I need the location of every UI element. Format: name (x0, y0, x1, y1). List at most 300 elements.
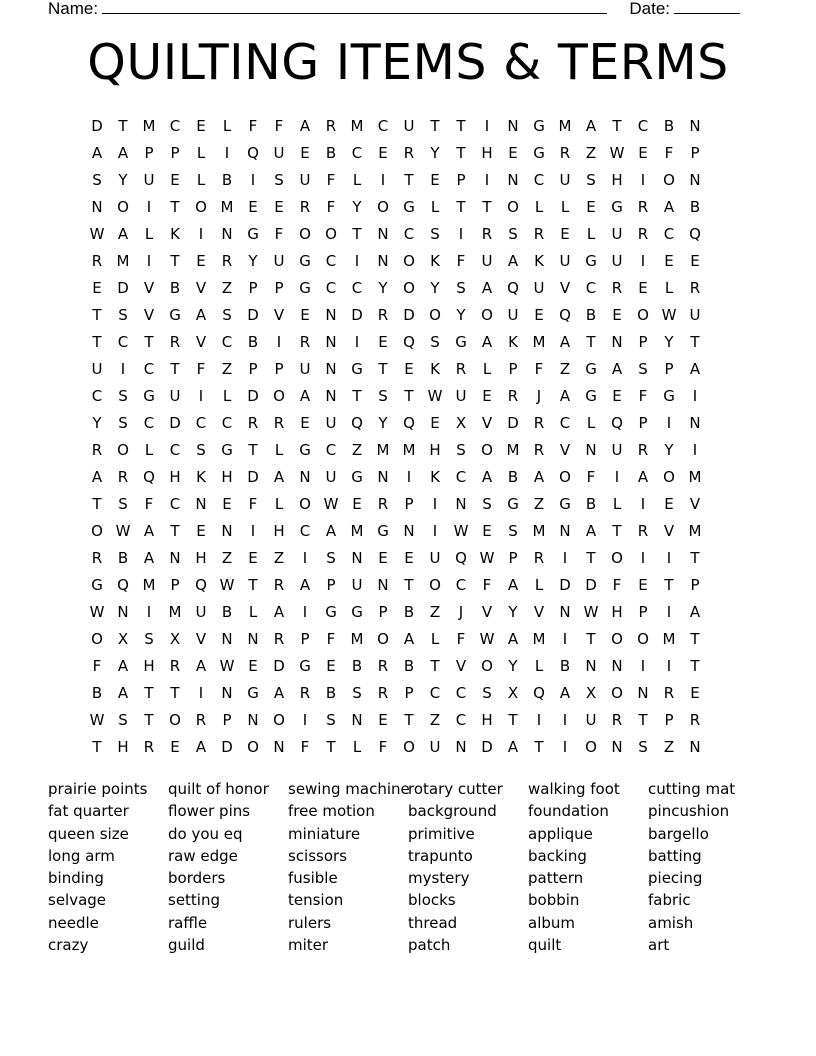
grid-letter[interactable]: T (482, 198, 492, 216)
grid-letter[interactable]: B (689, 198, 701, 216)
grid-letter[interactable]: C (637, 117, 649, 135)
grid-letter[interactable]: K (430, 468, 440, 486)
grid-letter[interactable]: O (377, 630, 389, 648)
grid-letter[interactable]: C (169, 117, 181, 135)
grid-letter[interactable]: I (198, 684, 204, 702)
grid-letter[interactable]: Y (430, 279, 440, 297)
grid-letter[interactable]: I (406, 468, 412, 486)
grid-letter[interactable]: T (690, 333, 700, 351)
grid-letter[interactable]: S (118, 414, 128, 432)
grid-letter[interactable]: C (455, 684, 467, 702)
grid-letter[interactable]: N (195, 495, 207, 513)
grid-letter[interactable]: I (666, 603, 672, 621)
grid-letter[interactable]: Y (248, 252, 258, 270)
grid-letter[interactable]: B (559, 657, 571, 675)
grid-letter[interactable]: Q (689, 225, 701, 243)
grid-letter[interactable]: A (507, 630, 519, 648)
grid-letter[interactable]: D (559, 576, 571, 594)
grid-letter[interactable]: G (351, 360, 363, 378)
grid-letter[interactable]: M (350, 630, 364, 648)
grid-letter[interactable]: P (300, 630, 310, 648)
grid-letter[interactable]: E (638, 576, 648, 594)
grid-letter[interactable]: C (325, 441, 337, 459)
grid-letter[interactable]: Y (118, 171, 128, 189)
grid-letter[interactable]: M (116, 252, 130, 270)
grid-letter[interactable]: Z (559, 360, 571, 378)
grid-letter[interactable]: G (91, 576, 103, 594)
grid-letter[interactable]: Q (247, 144, 259, 162)
grid-letter[interactable]: E (612, 387, 622, 405)
grid-letter[interactable]: A (273, 684, 285, 702)
grid-letter[interactable]: A (585, 117, 597, 135)
grid-letter[interactable]: W (479, 630, 495, 648)
grid-letter[interactable]: E (638, 144, 648, 162)
grid-letter[interactable]: C (533, 171, 545, 189)
grid-letter[interactable]: T (144, 333, 154, 351)
date-blank-line[interactable] (674, 0, 740, 14)
grid-letter[interactable]: A (299, 576, 311, 594)
grid-letter[interactable]: N (689, 171, 701, 189)
grid-letter[interactable]: E (482, 387, 492, 405)
grid-letter[interactable]: T (248, 441, 258, 459)
grid-letter[interactable]: F (612, 576, 622, 594)
grid-letter[interactable]: E (326, 657, 336, 675)
grid-letter[interactable]: S (118, 306, 128, 324)
grid-letter[interactable]: O (403, 279, 415, 297)
grid-letter[interactable]: O (481, 441, 493, 459)
grid-letter[interactable]: T (690, 657, 700, 675)
grid-letter[interactable]: M (220, 198, 234, 216)
grid-letter[interactable]: O (403, 738, 415, 756)
grid-letter[interactable]: D (403, 306, 415, 324)
grid-letter[interactable]: C (429, 684, 441, 702)
grid-letter[interactable]: U (299, 360, 311, 378)
grid-letter[interactable]: L (274, 495, 284, 513)
grid-letter[interactable]: E (482, 522, 492, 540)
grid-letter[interactable]: Q (507, 279, 519, 297)
grid-letter[interactable]: L (222, 387, 232, 405)
grid-letter[interactable]: X (169, 630, 181, 648)
grid-letter[interactable]: C (351, 279, 363, 297)
grid-letter[interactable]: A (507, 738, 519, 756)
grid-letter[interactable]: H (481, 144, 493, 162)
grid-letter[interactable]: A (481, 333, 493, 351)
grid-letter[interactable]: N (221, 630, 233, 648)
grid-letter[interactable]: Z (273, 549, 285, 567)
grid-letter[interactable]: A (507, 576, 519, 594)
grid-letter[interactable]: L (664, 279, 674, 297)
grid-letter[interactable]: R (481, 225, 493, 243)
grid-letter[interactable]: Z (221, 279, 233, 297)
grid-letter[interactable]: U (325, 414, 337, 432)
grid-letter[interactable]: R (533, 441, 545, 459)
grid-letter[interactable]: I (302, 549, 308, 567)
grid-letter[interactable]: J (458, 603, 464, 621)
grid-letter[interactable]: G (299, 657, 311, 675)
grid-letter[interactable]: A (91, 144, 103, 162)
grid-letter[interactable]: V (689, 495, 701, 513)
grid-letter[interactable]: R (533, 225, 545, 243)
grid-letter[interactable]: A (299, 117, 311, 135)
grid-letter[interactable]: P (456, 171, 466, 189)
grid-letter[interactable]: V (559, 441, 571, 459)
grid-letter[interactable]: C (403, 225, 415, 243)
grid-letter[interactable]: L (534, 198, 544, 216)
grid-letter[interactable]: I (198, 225, 204, 243)
grid-letter[interactable]: Z (429, 711, 441, 729)
grid-letter[interactable]: E (352, 495, 362, 513)
grid-letter[interactable]: Q (351, 414, 363, 432)
grid-letter[interactable]: G (247, 225, 259, 243)
grid-letter[interactable]: P (274, 279, 284, 297)
grid-letter[interactable]: O (611, 684, 623, 702)
grid-letter[interactable]: V (143, 279, 155, 297)
grid-letter[interactable]: V (663, 522, 675, 540)
grid-letter[interactable]: O (195, 198, 207, 216)
grid-letter[interactable]: T (248, 576, 258, 594)
grid-letter[interactable]: N (455, 495, 467, 513)
grid-letter[interactable]: H (195, 549, 207, 567)
grid-letter[interactable]: O (559, 468, 571, 486)
grid-letter[interactable]: O (481, 306, 493, 324)
grid-letter[interactable]: B (585, 306, 597, 324)
grid-letter[interactable]: O (611, 549, 623, 567)
grid-letter[interactable]: M (402, 441, 416, 459)
grid-letter[interactable]: I (354, 333, 360, 351)
grid-letter[interactable]: M (142, 576, 156, 594)
grid-letter[interactable]: R (325, 117, 337, 135)
grid-letter[interactable]: T (144, 684, 154, 702)
grid-letter[interactable]: C (351, 144, 363, 162)
grid-letter[interactable]: E (430, 414, 440, 432)
grid-letter[interactable]: A (195, 738, 207, 756)
grid-letter[interactable]: R (637, 225, 649, 243)
grid-letter[interactable]: P (690, 144, 700, 162)
grid-letter[interactable]: F (326, 171, 336, 189)
grid-letter[interactable]: G (299, 252, 311, 270)
grid-letter[interactable]: S (508, 225, 518, 243)
grid-letter[interactable]: I (120, 360, 126, 378)
grid-letter[interactable]: L (196, 171, 206, 189)
grid-letter[interactable]: T (690, 549, 700, 567)
grid-letter[interactable]: N (273, 738, 285, 756)
grid-letter[interactable]: N (325, 306, 337, 324)
grid-letter[interactable]: O (663, 468, 675, 486)
grid-letter[interactable]: V (143, 306, 155, 324)
grid-letter[interactable]: P (664, 360, 674, 378)
grid-letter[interactable]: K (430, 360, 440, 378)
grid-letter[interactable]: L (586, 414, 596, 432)
grid-letter[interactable]: G (299, 279, 311, 297)
grid-letter[interactable]: S (456, 279, 466, 297)
grid-letter[interactable]: G (507, 495, 519, 513)
grid-letter[interactable]: E (664, 495, 674, 513)
grid-letter[interactable]: N (117, 603, 129, 621)
grid-letter[interactable]: L (248, 603, 258, 621)
grid-letter[interactable]: R (169, 333, 181, 351)
grid-letter[interactable]: L (196, 144, 206, 162)
grid-letter[interactable]: T (612, 117, 622, 135)
grid-letter[interactable]: N (689, 117, 701, 135)
grid-letter[interactable]: O (325, 225, 337, 243)
grid-letter[interactable]: T (586, 333, 596, 351)
grid-letter[interactable]: I (302, 711, 308, 729)
grid-letter[interactable]: R (533, 549, 545, 567)
grid-letter[interactable]: S (118, 711, 128, 729)
grid-letter[interactable]: P (144, 144, 154, 162)
grid-letter[interactable]: I (250, 522, 256, 540)
grid-letter[interactable]: I (276, 333, 282, 351)
grid-letter[interactable]: M (532, 333, 546, 351)
grid-letter[interactable]: R (91, 441, 103, 459)
grid-letter[interactable]: F (300, 738, 310, 756)
grid-letter[interactable]: X (117, 630, 129, 648)
grid-letter[interactable]: Y (92, 414, 102, 432)
grid-letter[interactable]: V (533, 603, 545, 621)
grid-letter[interactable]: I (484, 117, 490, 135)
grid-letter[interactable]: I (666, 414, 672, 432)
grid-letter[interactable]: T (404, 576, 414, 594)
grid-letter[interactable]: O (169, 711, 181, 729)
grid-letter[interactable]: B (221, 603, 233, 621)
grid-letter[interactable]: O (403, 252, 415, 270)
grid-letter[interactable]: C (455, 576, 467, 594)
grid-letter[interactable]: S (430, 333, 440, 351)
grid-letter[interactable]: N (611, 333, 623, 351)
grid-letter[interactable]: R (689, 279, 701, 297)
grid-letter[interactable]: Y (456, 306, 466, 324)
grid-letter[interactable]: O (481, 657, 493, 675)
grid-letter[interactable]: X (507, 684, 519, 702)
grid-letter[interactable]: E (170, 171, 180, 189)
grid-letter[interactable]: Y (664, 333, 674, 351)
grid-letter[interactable]: V (481, 414, 493, 432)
grid-letter[interactable]: N (351, 711, 363, 729)
grid-letter[interactable]: Q (455, 549, 467, 567)
grid-letter[interactable]: E (300, 144, 310, 162)
grid-letter[interactable]: T (118, 117, 128, 135)
grid-letter[interactable]: A (689, 603, 701, 621)
grid-letter[interactable]: S (222, 306, 232, 324)
grid-letter[interactable]: F (248, 495, 258, 513)
grid-letter[interactable]: Z (221, 549, 233, 567)
grid-letter[interactable]: F (248, 117, 258, 135)
grid-letter[interactable]: X (455, 414, 467, 432)
grid-letter[interactable]: V (273, 306, 285, 324)
grid-letter[interactable]: L (534, 657, 544, 675)
grid-letter[interactable]: E (638, 279, 648, 297)
grid-letter[interactable]: R (221, 252, 233, 270)
grid-letter[interactable]: A (559, 387, 571, 405)
grid-letter[interactable]: N (611, 657, 623, 675)
grid-letter[interactable]: E (508, 144, 518, 162)
grid-letter[interactable]: C (195, 414, 207, 432)
grid-letter[interactable]: B (325, 144, 337, 162)
grid-letter[interactable]: U (299, 171, 311, 189)
grid-letter[interactable]: I (250, 171, 256, 189)
grid-letter[interactable]: W (89, 711, 105, 729)
grid-letter[interactable]: I (432, 495, 438, 513)
grid-letter[interactable]: I (640, 495, 646, 513)
grid-letter[interactable]: R (455, 360, 467, 378)
grid-letter[interactable]: I (146, 603, 152, 621)
grid-letter[interactable]: P (404, 495, 414, 513)
grid-letter[interactable]: T (92, 738, 102, 756)
grid-letter[interactable]: F (274, 225, 284, 243)
grid-letter[interactable]: S (508, 522, 518, 540)
grid-letter[interactable]: K (508, 333, 518, 351)
grid-letter[interactable]: L (482, 360, 492, 378)
grid-letter[interactable]: U (533, 279, 545, 297)
grid-letter[interactable]: T (92, 306, 102, 324)
grid-letter[interactable]: B (221, 171, 233, 189)
grid-letter[interactable]: E (170, 738, 180, 756)
grid-letter[interactable]: Y (352, 198, 362, 216)
grid-letter[interactable]: F (638, 387, 648, 405)
grid-letter[interactable]: E (248, 549, 258, 567)
grid-letter[interactable]: A (689, 360, 701, 378)
grid-letter[interactable]: Z (429, 603, 441, 621)
grid-letter[interactable]: R (637, 441, 649, 459)
grid-letter[interactable]: P (404, 684, 414, 702)
grid-letter[interactable]: A (559, 684, 571, 702)
grid-letter[interactable]: Y (430, 144, 440, 162)
grid-letter[interactable]: M (558, 117, 572, 135)
grid-letter[interactable]: W (479, 549, 495, 567)
grid-letter[interactable]: O (585, 738, 597, 756)
grid-letter[interactable]: F (144, 495, 154, 513)
grid-letter[interactable]: E (430, 171, 440, 189)
grid-letter[interactable]: W (219, 657, 235, 675)
grid-letter[interactable]: R (273, 630, 285, 648)
grid-letter[interactable]: T (170, 522, 180, 540)
grid-letter[interactable]: O (273, 387, 285, 405)
grid-letter[interactable]: B (585, 495, 597, 513)
grid-letter[interactable]: I (562, 738, 568, 756)
grid-letter[interactable]: G (377, 522, 389, 540)
grid-letter[interactable]: E (222, 495, 232, 513)
grid-letter[interactable]: T (508, 711, 518, 729)
grid-letter[interactable]: A (481, 468, 493, 486)
grid-letter[interactable]: E (612, 306, 622, 324)
grid-letter[interactable]: F (326, 630, 336, 648)
grid-letter[interactable]: O (507, 198, 519, 216)
grid-letter[interactable]: R (663, 684, 675, 702)
grid-letter[interactable]: R (273, 576, 285, 594)
grid-letter[interactable]: A (273, 603, 285, 621)
grid-letter[interactable]: C (585, 279, 597, 297)
grid-letter[interactable]: F (92, 657, 102, 675)
grid-letter[interactable]: T (586, 549, 596, 567)
grid-letter[interactable]: O (117, 441, 129, 459)
grid-letter[interactable]: B (403, 657, 415, 675)
grid-letter[interactable]: A (299, 387, 311, 405)
grid-letter[interactable]: R (533, 414, 545, 432)
grid-letter[interactable]: G (585, 360, 597, 378)
grid-letter[interactable]: U (429, 549, 441, 567)
grid-letter[interactable]: C (91, 387, 103, 405)
grid-letter[interactable]: L (586, 225, 596, 243)
grid-letter[interactable]: N (507, 171, 519, 189)
grid-letter[interactable]: I (640, 549, 646, 567)
grid-letter[interactable]: Z (585, 144, 597, 162)
grid-letter[interactable]: D (247, 306, 259, 324)
grid-letter[interactable]: O (117, 198, 129, 216)
grid-letter[interactable]: Z (351, 441, 363, 459)
grid-letter[interactable]: G (403, 198, 415, 216)
grid-letter[interactable]: I (484, 171, 490, 189)
grid-letter[interactable]: I (562, 630, 568, 648)
grid-letter[interactable]: P (248, 360, 258, 378)
grid-letter[interactable]: P (170, 144, 180, 162)
grid-letter[interactable]: F (534, 360, 544, 378)
grid-letter[interactable]: L (144, 441, 154, 459)
grid-letter[interactable]: G (221, 441, 233, 459)
grid-letter[interactable]: V (455, 657, 467, 675)
grid-letter[interactable]: T (456, 117, 466, 135)
grid-letter[interactable]: Q (533, 684, 545, 702)
grid-letter[interactable]: G (169, 306, 181, 324)
grid-letter[interactable]: L (352, 738, 362, 756)
grid-letter[interactable]: L (222, 117, 232, 135)
grid-letter[interactable]: T (612, 522, 622, 540)
grid-letter[interactable]: O (299, 225, 311, 243)
grid-letter[interactable]: T (92, 495, 102, 513)
grid-letter[interactable]: T (92, 333, 102, 351)
grid-letter[interactable]: Y (378, 414, 388, 432)
grid-letter[interactable]: C (559, 414, 571, 432)
grid-letter[interactable]: W (89, 225, 105, 243)
grid-letter[interactable]: S (352, 684, 362, 702)
grid-letter[interactable]: L (560, 198, 570, 216)
grid-letter[interactable]: C (663, 225, 675, 243)
grid-letter[interactable]: Z (221, 360, 233, 378)
grid-letter[interactable]: E (404, 360, 414, 378)
grid-letter[interactable]: T (664, 576, 674, 594)
grid-letter[interactable]: I (380, 171, 386, 189)
grid-letter[interactable]: Q (195, 576, 207, 594)
grid-letter[interactable]: R (637, 522, 649, 540)
grid-letter[interactable]: L (430, 630, 440, 648)
grid-letter[interactable]: S (638, 738, 648, 756)
grid-letter[interactable]: X (585, 684, 597, 702)
grid-letter[interactable]: P (326, 576, 336, 594)
grid-letter[interactable]: N (221, 225, 233, 243)
grid-letter[interactable]: J (536, 387, 542, 405)
grid-letter[interactable]: P (638, 414, 648, 432)
grid-letter[interactable]: M (506, 441, 520, 459)
grid-letter[interactable]: D (507, 414, 519, 432)
grid-letter[interactable]: W (219, 576, 235, 594)
grid-letter[interactable]: U (429, 738, 441, 756)
grid-letter[interactable]: P (508, 360, 518, 378)
grid-letter[interactable]: E (248, 657, 258, 675)
grid-letter[interactable]: O (429, 576, 441, 594)
grid-letter[interactable]: M (662, 630, 676, 648)
grid-letter[interactable]: U (169, 387, 181, 405)
grid-letter[interactable]: U (325, 468, 337, 486)
grid-letter[interactable]: A (91, 468, 103, 486)
grid-letter[interactable]: D (247, 387, 259, 405)
grid-letter[interactable]: I (198, 387, 204, 405)
grid-letter[interactable]: T (638, 711, 648, 729)
grid-letter[interactable]: W (323, 495, 339, 513)
grid-letter[interactable]: L (352, 171, 362, 189)
grid-letter[interactable]: C (169, 495, 181, 513)
grid-letter[interactable]: R (299, 684, 311, 702)
grid-letter[interactable]: Y (378, 279, 388, 297)
grid-letter[interactable]: S (326, 549, 336, 567)
